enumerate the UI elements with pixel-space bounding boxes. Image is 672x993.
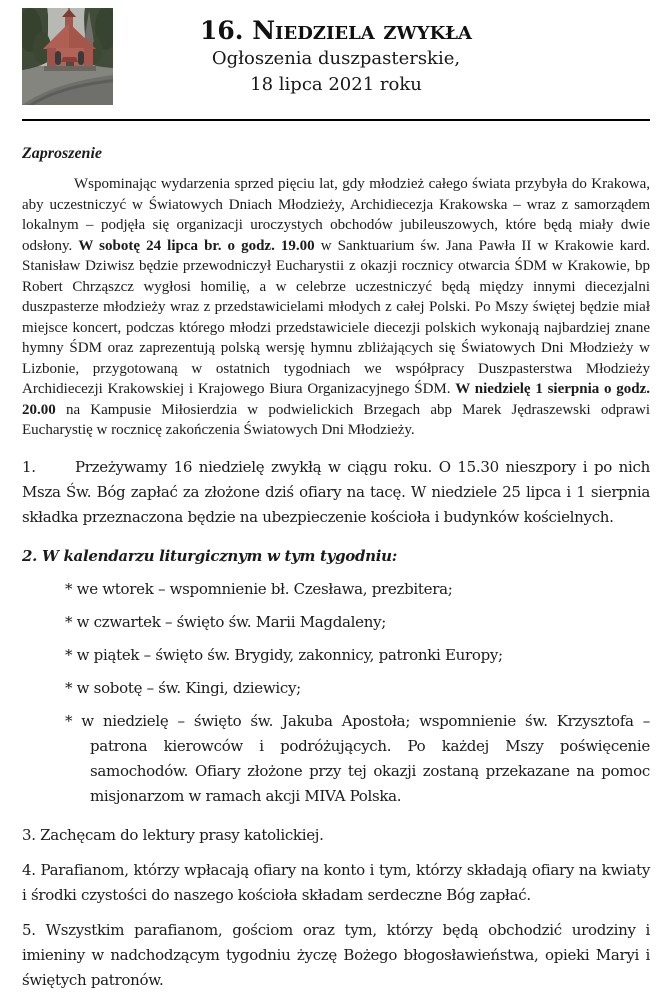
invitation-paragraph xyxy=(22,174,650,441)
church-photo-illustration xyxy=(22,8,113,105)
subtitle-line-1: Ogłoszenia duszpasterskie, xyxy=(211,48,461,69)
announcement-item-5: 5. Wszystkim parafianom, gościom oraz tym, którzy będą obchodzić urodziny i imieniny w nadchodzącym tygodniu życzę Bożego błogosławieństwa, opieki Maryi i świętych patronów. xyxy=(22,920,650,989)
invitation-text-2: w Sanktuarium św. Jana Pawła II w Krakowie kard. Stanisław Dziwisz będzie przewodniczył Eucharystii z okazji rocznicy otwarcia ŚDM w Krakowie, bp Robert Chrząszcz wygłosi homilię, a w celebrze uczestniczyć będą między innymi diecezjalni duszpasterze młodzieży wraz z przedstawicielami młodych z całej Polski. Po Mszy świętej będzie miał miejsce koncert, podczas którego młodzi przedstawiciele diecezji polskich wykonają najbardziej znane hymny ŚDM oraz zaprezentują polską wersję hymnu zbliżających się Światowych Dni Młodzieży w Lizbonie, przygotowaną w ostatnich tygodniach we współpracy Duszpasterstwa Młodzieży Archidiecezji Krakowskiej i Krajowego Biura Organizacyjnego ŚDM. xyxy=(22,237,650,397)
title-block xyxy=(22,8,650,98)
list-item-friday: * w piątek – święto św. Brygidy, zakonnicy, patronki Europy; xyxy=(65,645,503,664)
header-divider xyxy=(22,119,650,121)
header xyxy=(22,8,650,108)
list-item-thursday: * w czwartek – święto św. Marii Magdaleny; xyxy=(65,612,387,631)
page-title: 16. Niedziela zwykła xyxy=(200,16,472,45)
announcement-item-1 xyxy=(22,455,650,530)
item-1-text: Przeżywamy 16 niedzielę zwykłą w ciągu roku. O 15.30 nieszpory i po nich Msza Św. Bóg zapłać za złożone dziś ofiary na tacę. W niedziele 25 lipca i 1 sierpnia składka przeznaczona będzie na ubezpieczenie kościoła i budynków kościelnych. xyxy=(22,457,650,526)
liturgical-calendar-list xyxy=(22,577,650,809)
invitation-text-3: na Kampusie Miłosierdzia w podwielickich Brzegach abp Marek Jędraszewski odprawi Eucharystię w rocznicę zakończenia Światowych Dni Młodzieży. xyxy=(22,401,650,438)
section-label-invitation: Zaproszenie xyxy=(22,145,102,162)
invitation-bold-saturday-event: W sobotę 24 lipca br. o godz. 19.00 xyxy=(78,237,315,254)
list-item-sunday: * w niedzielę – święto św. Jakuba Apostoła; wspomnienie św. Krzysztofa – patrona kierowców i podróżujących. Po każdej Mszy poświęcenie samochodów. Ofiary złożone przy tej okazji zostaną przekazane na pomoc misjonarzom w ramach akcji MIVA Polska. xyxy=(65,711,650,805)
subtitle-line-2: 18 lipca 2021 roku xyxy=(250,74,422,95)
church-photo xyxy=(22,8,113,105)
announcement-item-4: 4. Parafianom, którzy wpłacają ofiary na konto i tym, którzy składają ofiary na kwiaty i środki czystości do naszego kościoła składam serdeczne Bóg zapłać. xyxy=(22,860,650,904)
invitation-bold-sunday-event: W niedzielę 1 sierpnia o godz. 20.00 xyxy=(22,381,650,418)
list-item-saturday: * w sobotę – św. Kingi, dziewicy; xyxy=(65,678,301,697)
list-item-tuesday: * we wtorek – wspomnienie bł. Czesława, prezbitera; xyxy=(65,579,453,598)
invitation-text-1: Wspominając wydarzenia sprzed pięciu lat, gdy młodzież całego świata przybyła do Krakowa, aby uczestniczyć w Światowych Dniach Młodzieży, Archidiecezja Krakowska – wraz z samorządem lokalnym – podjęła się organizacji uroczystych obchodów jubileuszowych, które będą miały dwie odsłony. xyxy=(22,176,650,254)
announcement-item-2-heading: 2. W kalendarzu liturgicznym w tym tygodniu: xyxy=(22,546,397,565)
announcements-body xyxy=(22,145,650,993)
announcement-item-3: 3. Zachęcam do lektury prasy katolickiej. xyxy=(22,825,324,844)
item-1-number: 1. xyxy=(22,457,36,476)
